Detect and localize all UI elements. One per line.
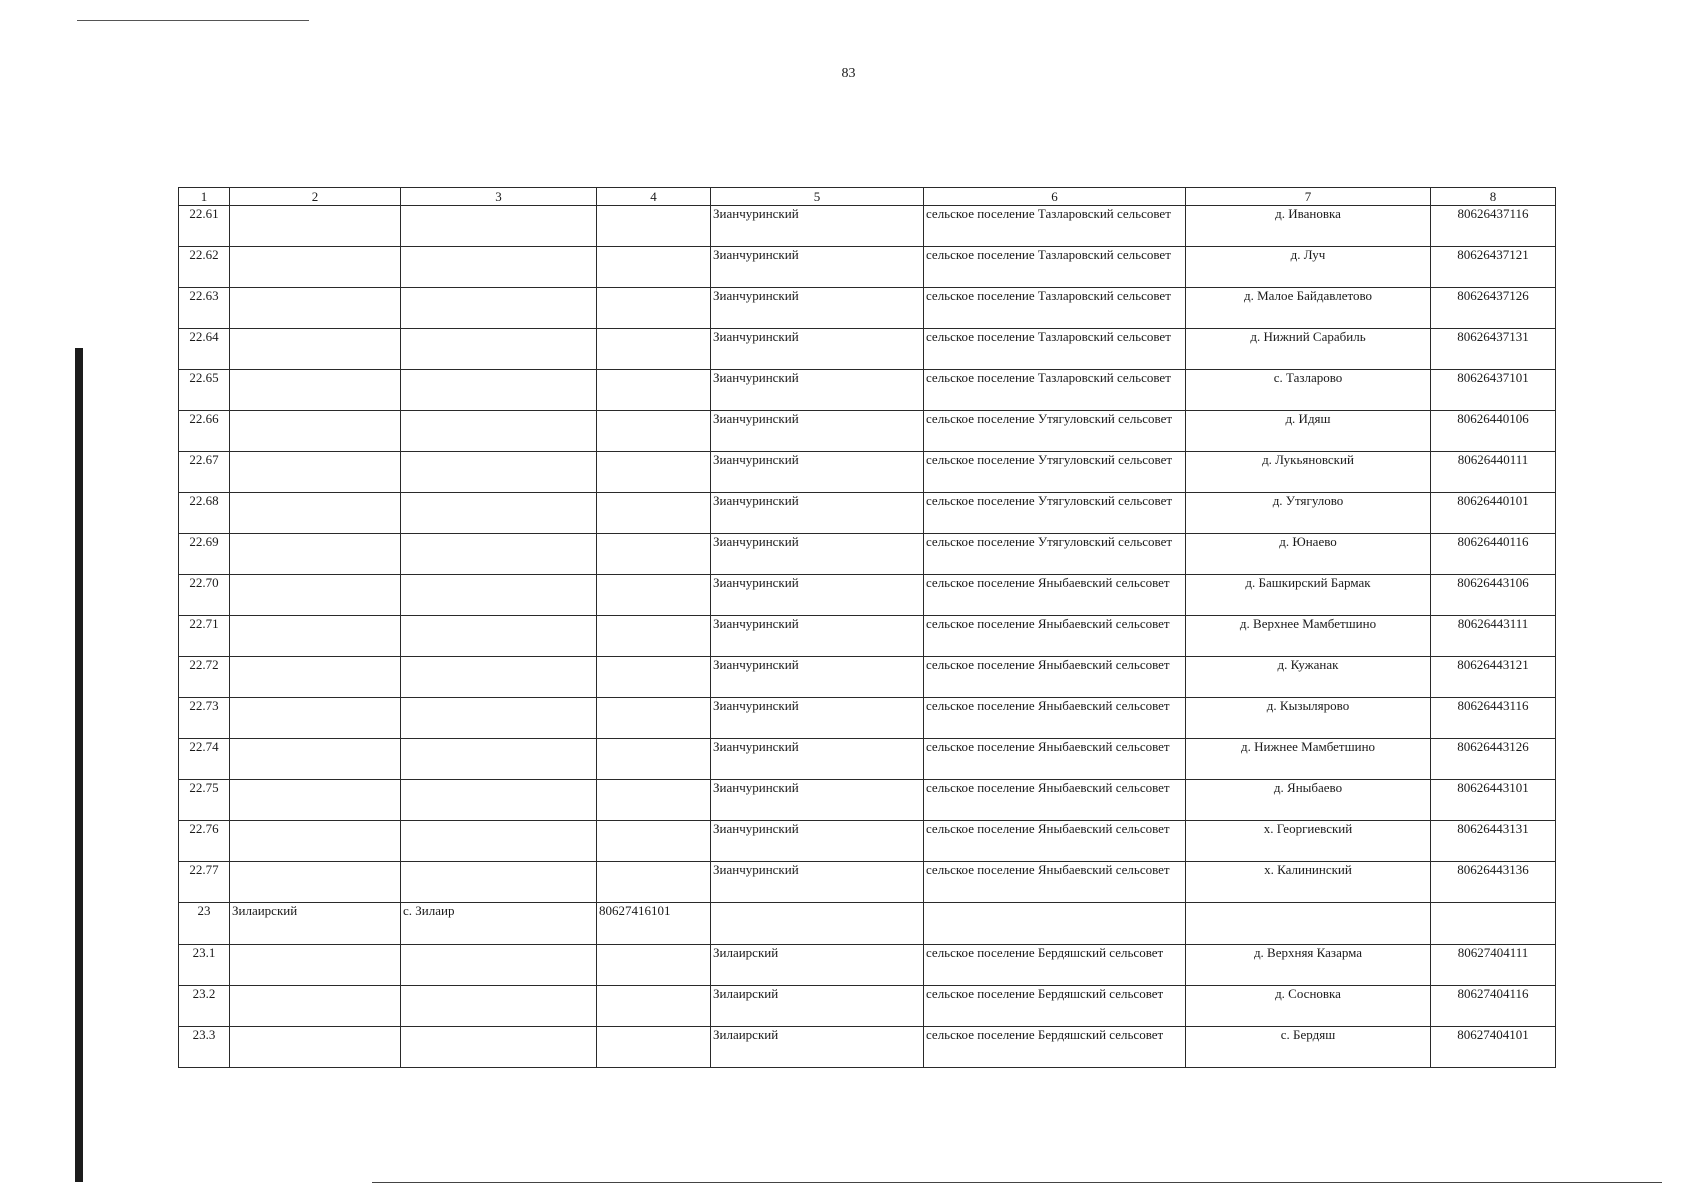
table-row	[179, 575, 1556, 616]
district-cell: Зианчуринский	[711, 657, 924, 698]
table-row	[179, 986, 1556, 1027]
district-cell: Зианчуринский	[711, 739, 924, 780]
locality-cell: д. Нижний Сарабиль	[1186, 329, 1431, 370]
settlement-cell: сельское поселение Яныбаевский сельсовет	[924, 657, 1186, 698]
settlement-cell: сельское поселение Яныбаевский сельсовет	[924, 698, 1186, 739]
district-name-cell	[230, 739, 401, 780]
oktmo-code-cell: 80626443136	[1431, 862, 1556, 903]
table-row	[179, 616, 1556, 657]
center-code-cell	[597, 452, 711, 493]
center-code-cell	[597, 1027, 711, 1068]
row-number: 22.67	[179, 452, 230, 493]
district-name-cell	[230, 1027, 401, 1068]
center-code-cell	[597, 206, 711, 247]
center-cell	[401, 247, 597, 288]
district-name-cell	[230, 493, 401, 534]
district-name-cell	[230, 206, 401, 247]
table-row	[179, 288, 1556, 329]
district-name-cell	[230, 247, 401, 288]
district-name-cell	[230, 657, 401, 698]
locality-cell: д. Верхняя Казарма	[1186, 945, 1431, 986]
column-number-6: 6	[924, 188, 1186, 206]
oktmo-code-cell: 80626440106	[1431, 411, 1556, 452]
row-number: 22.62	[179, 247, 230, 288]
bottom-rule	[372, 1182, 1662, 1183]
table-row	[179, 247, 1556, 288]
district-name-cell	[230, 945, 401, 986]
district-cell: Зилаирский	[711, 986, 924, 1027]
table-row	[179, 534, 1556, 575]
center-code-cell: 80627416101	[597, 903, 711, 945]
center-cell	[401, 329, 597, 370]
center-code-cell	[597, 616, 711, 657]
locality-cell: д. Ивановка	[1186, 206, 1431, 247]
oktmo-code-cell: 80626440101	[1431, 493, 1556, 534]
settlement-cell: сельское поселение Тазларовский сельсовет	[924, 329, 1186, 370]
center-cell: с. Зилаир	[401, 903, 597, 945]
table-row	[179, 206, 1556, 247]
center-cell	[401, 862, 597, 903]
settlement-cell: сельское поселение Утягуловский сельсовет	[924, 493, 1186, 534]
district-cell: Зианчуринский	[711, 370, 924, 411]
row-number: 22.77	[179, 862, 230, 903]
district-name-cell	[230, 329, 401, 370]
center-code-cell	[597, 739, 711, 780]
settlement-cell: сельское поселение Яныбаевский сельсовет	[924, 821, 1186, 862]
district-name-cell	[230, 698, 401, 739]
center-cell	[401, 1027, 597, 1068]
row-number: 23.3	[179, 1027, 230, 1068]
row-number: 23.2	[179, 986, 230, 1027]
center-cell	[401, 698, 597, 739]
settlement-cell: сельское поселение Яныбаевский сельсовет	[924, 862, 1186, 903]
settlement-cell: сельское поселение Тазларовский сельсовет	[924, 247, 1186, 288]
settlement-cell	[924, 903, 1186, 945]
register-table	[178, 187, 1556, 1068]
settlement-cell: сельское поселение Утягуловский сельсовет	[924, 411, 1186, 452]
column-number-2: 2	[230, 188, 401, 206]
center-code-cell	[597, 986, 711, 1027]
locality-cell: с. Бердяш	[1186, 1027, 1431, 1068]
oktmo-code-cell: 80626437116	[1431, 206, 1556, 247]
district-name-cell	[230, 616, 401, 657]
locality-cell: д. Юнаево	[1186, 534, 1431, 575]
district-name-cell	[230, 862, 401, 903]
oktmo-code-cell: 80626440111	[1431, 452, 1556, 493]
center-cell	[401, 493, 597, 534]
oktmo-code-cell: 80626443121	[1431, 657, 1556, 698]
oktmo-code-cell: 80626440116	[1431, 534, 1556, 575]
district-name-cell	[230, 534, 401, 575]
center-code-cell	[597, 493, 711, 534]
district-cell: Зианчуринский	[711, 534, 924, 575]
row-number: 22.75	[179, 780, 230, 821]
center-code-cell	[597, 411, 711, 452]
table-row	[179, 452, 1556, 493]
binding-margin-bar	[75, 348, 83, 1182]
center-code-cell	[597, 247, 711, 288]
center-cell	[401, 657, 597, 698]
center-cell	[401, 780, 597, 821]
locality-cell: д. Верхнее Мамбетшино	[1186, 616, 1431, 657]
settlement-cell: сельское поселение Утягуловский сельсовет	[924, 534, 1186, 575]
district-cell: Зилаирский	[711, 1027, 924, 1068]
center-code-cell	[597, 821, 711, 862]
settlement-cell: сельское поселение Тазларовский сельсовет	[924, 288, 1186, 329]
center-code-cell	[597, 329, 711, 370]
locality-cell: д. Кызылярово	[1186, 698, 1431, 739]
district-cell: Зианчуринский	[711, 698, 924, 739]
page-number: 83	[841, 66, 856, 81]
top-rule	[77, 20, 309, 21]
district-cell: Зианчуринский	[711, 493, 924, 534]
table-row	[179, 739, 1556, 780]
district-name-cell	[230, 411, 401, 452]
oktmo-code-cell: 80626443116	[1431, 698, 1556, 739]
district-name-cell	[230, 821, 401, 862]
district-name-cell	[230, 575, 401, 616]
table-row	[179, 780, 1556, 821]
settlement-cell: сельское поселение Бердяшский сельсовет	[924, 945, 1186, 986]
center-cell	[401, 821, 597, 862]
district-name-cell	[230, 370, 401, 411]
row-number: 22.64	[179, 329, 230, 370]
district-cell: Зианчуринский	[711, 821, 924, 862]
table-row	[179, 657, 1556, 698]
district-name-cell: Зилаирский	[230, 903, 401, 945]
table-row	[179, 821, 1556, 862]
column-number-1: 1	[179, 188, 230, 206]
district-cell: Зианчуринский	[711, 288, 924, 329]
table-row	[179, 698, 1556, 739]
district-cell: Зианчуринский	[711, 452, 924, 493]
locality-cell: д. Кужанак	[1186, 657, 1431, 698]
district-cell: Зианчуринский	[711, 862, 924, 903]
row-number: 22.68	[179, 493, 230, 534]
row-number: 22.76	[179, 821, 230, 862]
oktmo-code-cell: 80626437101	[1431, 370, 1556, 411]
table-row	[179, 329, 1556, 370]
table-row	[179, 862, 1556, 903]
district-cell: Зианчуринский	[711, 780, 924, 821]
locality-cell: д. Утягулово	[1186, 493, 1431, 534]
oktmo-code-cell	[1431, 903, 1556, 945]
center-cell	[401, 534, 597, 575]
oktmo-code-cell: 80626437121	[1431, 247, 1556, 288]
locality-cell: с. Тазларово	[1186, 370, 1431, 411]
settlement-cell: сельское поселение Утягуловский сельсовет	[924, 452, 1186, 493]
locality-cell: д. Луч	[1186, 247, 1431, 288]
table-row	[179, 411, 1556, 452]
column-number-5: 5	[711, 188, 924, 206]
row-number: 22.61	[179, 206, 230, 247]
row-number: 22.72	[179, 657, 230, 698]
center-code-cell	[597, 575, 711, 616]
center-cell	[401, 288, 597, 329]
row-number: 22.74	[179, 739, 230, 780]
center-code-cell	[597, 698, 711, 739]
oktmo-code-cell: 80626443111	[1431, 616, 1556, 657]
center-code-cell	[597, 780, 711, 821]
district-cell: Зианчуринский	[711, 616, 924, 657]
center-cell	[401, 370, 597, 411]
column-number-8: 8	[1431, 188, 1556, 206]
district-cell	[711, 903, 924, 945]
row-number: 22.65	[179, 370, 230, 411]
center-code-cell	[597, 862, 711, 903]
locality-cell: д. Лукьяновский	[1186, 452, 1431, 493]
row-number: 22.70	[179, 575, 230, 616]
settlement-cell: сельское поселение Бердяшский сельсовет	[924, 1027, 1186, 1068]
table-body	[179, 206, 1556, 1068]
settlement-cell: сельское поселение Яныбаевский сельсовет	[924, 739, 1186, 780]
center-cell	[401, 411, 597, 452]
locality-cell	[1186, 903, 1431, 945]
district-cell: Зилаирский	[711, 945, 924, 986]
locality-cell: д. Яныбаево	[1186, 780, 1431, 821]
row-number: 22.69	[179, 534, 230, 575]
oktmo-code-cell: 80626443131	[1431, 821, 1556, 862]
center-code-cell	[597, 945, 711, 986]
table-row	[179, 903, 1556, 945]
locality-cell: д. Идяш	[1186, 411, 1431, 452]
center-code-cell	[597, 657, 711, 698]
column-number-4: 4	[597, 188, 711, 206]
settlement-cell: сельское поселение Яныбаевский сельсовет	[924, 616, 1186, 657]
district-name-cell	[230, 452, 401, 493]
row-number: 22.66	[179, 411, 230, 452]
district-cell: Зианчуринский	[711, 206, 924, 247]
oktmo-code-cell: 80627404111	[1431, 945, 1556, 986]
table-row	[179, 1027, 1556, 1068]
center-cell	[401, 986, 597, 1027]
row-number: 22.63	[179, 288, 230, 329]
table-row	[179, 370, 1556, 411]
register-table-wrap	[178, 187, 1555, 1068]
row-number: 23.1	[179, 945, 230, 986]
locality-cell: х. Георгиевский	[1186, 821, 1431, 862]
center-cell	[401, 945, 597, 986]
locality-cell: д. Башкирский Бармак	[1186, 575, 1431, 616]
center-code-cell	[597, 534, 711, 575]
center-cell	[401, 739, 597, 780]
locality-cell: д. Сосновка	[1186, 986, 1431, 1027]
district-cell: Зианчуринский	[711, 575, 924, 616]
center-code-cell	[597, 288, 711, 329]
district-cell: Зианчуринский	[711, 247, 924, 288]
oktmo-code-cell: 80627404101	[1431, 1027, 1556, 1068]
settlement-cell: сельское поселение Тазларовский сельсовет	[924, 206, 1186, 247]
oktmo-code-cell: 80626443126	[1431, 739, 1556, 780]
column-number-row	[179, 188, 1556, 206]
settlement-cell: сельское поселение Яныбаевский сельсовет	[924, 780, 1186, 821]
settlement-cell: сельское поселение Тазларовский сельсовет	[924, 370, 1186, 411]
center-cell	[401, 452, 597, 493]
oktmo-code-cell: 80626437131	[1431, 329, 1556, 370]
row-number: 22.73	[179, 698, 230, 739]
column-number-3: 3	[401, 188, 597, 206]
oktmo-code-cell: 80626437126	[1431, 288, 1556, 329]
locality-cell: х. Калининский	[1186, 862, 1431, 903]
district-name-cell	[230, 288, 401, 329]
oktmo-code-cell: 80627404116	[1431, 986, 1556, 1027]
center-cell	[401, 575, 597, 616]
table-row	[179, 945, 1556, 986]
center-code-cell	[597, 370, 711, 411]
settlement-cell: сельское поселение Бердяшский сельсовет	[924, 986, 1186, 1027]
district-cell: Зианчуринский	[711, 411, 924, 452]
district-name-cell	[230, 780, 401, 821]
oktmo-code-cell: 80626443106	[1431, 575, 1556, 616]
locality-cell: д. Малое Байдавлетово	[1186, 288, 1431, 329]
table-row	[179, 493, 1556, 534]
center-cell	[401, 206, 597, 247]
district-cell: Зианчуринский	[711, 329, 924, 370]
locality-cell: д. Нижнее Мамбетшино	[1186, 739, 1431, 780]
row-number: 22.71	[179, 616, 230, 657]
district-name-cell	[230, 986, 401, 1027]
row-number: 23	[179, 903, 230, 945]
settlement-cell: сельское поселение Яныбаевский сельсовет	[924, 575, 1186, 616]
column-number-7: 7	[1186, 188, 1431, 206]
center-cell	[401, 616, 597, 657]
oktmo-code-cell: 80626443101	[1431, 780, 1556, 821]
